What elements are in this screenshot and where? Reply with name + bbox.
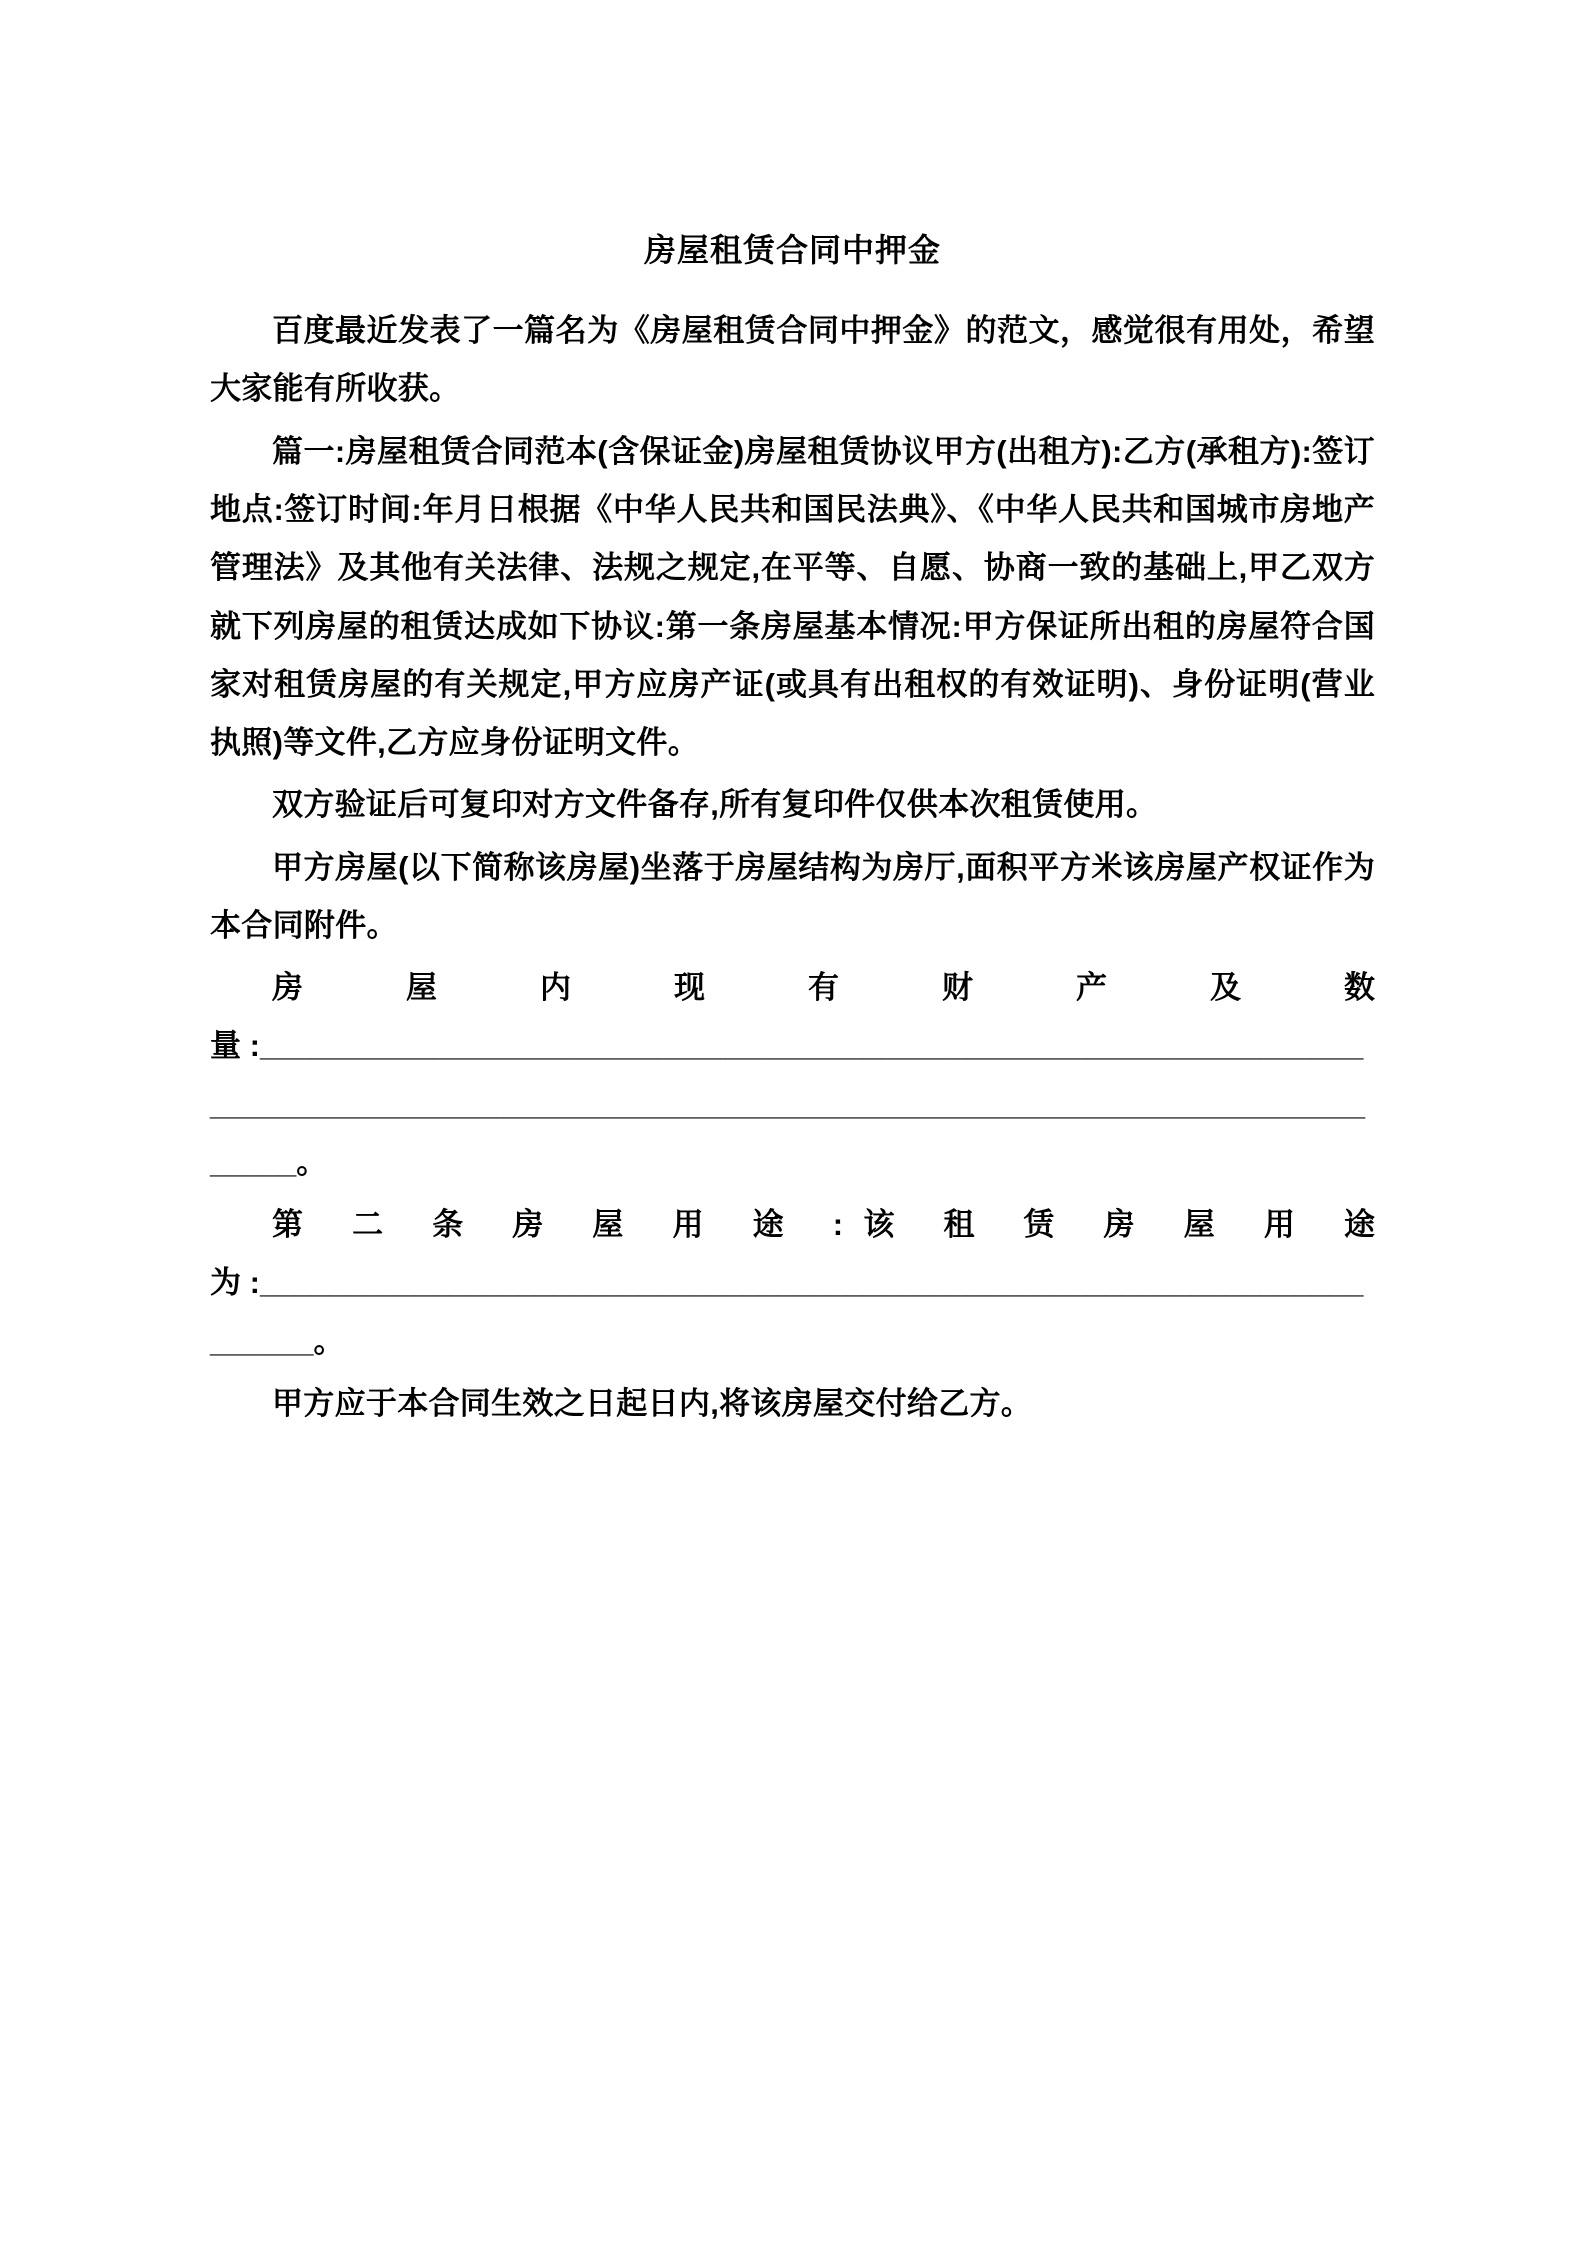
paragraph-intro: 百度最近发表了一篇名为《房屋租赁合同中押金》的范文，感觉很有用处，希望大家能有所收获。 [210, 313, 1375, 407]
blank-rule-2: ______________________________________________________________________ [210, 1265, 1364, 1359]
document-content [210, 225, 1375, 1437]
blank-section-lead-1: 房 屋 内 现 有 财 产 及 数 [272, 970, 1375, 1006]
blank-section-fill-1 [210, 1017, 1375, 1192]
blank-section-property-inventory [210, 959, 1375, 1192]
blank-section-lead-2: 第 二 条 房 屋 用 途 :该 租 赁 房 屋 用 途 [272, 1207, 1375, 1243]
blank-terminator-2: 。 [313, 1323, 345, 1359]
blank-label-1: 量 : [210, 1028, 260, 1064]
blank-rule-1: ________________________________________________________________________________________________________________________________________ [210, 1028, 1366, 1180]
blank-section-fill-2 [210, 1254, 1375, 1371]
blank-section-property-usage [210, 1196, 1375, 1371]
paragraph-contract-body: 篇一:房屋租赁合同范本(含保证金)房屋租赁协议甲方(出租方):乙方(承租方):签订地点:签订时间:年月日根据《中华人民共和国民法典》、《中华人民共和国城市房地产管理法》及其他有关法律、法规之规定,在平等、自愿、协商一致的基础上,甲乙双方就下列房屋的租赁达成如下协议:第一条房屋基本情况:甲方保证所出租的房屋符合国家对租赁房屋的有关规定,甲方应房产证(或具有出租权的有效证明)、身份证明(营业执照)等文件,乙方应身份证明文件。 [210, 433, 1375, 761]
blank-terminator-1: 。 [296, 1144, 328, 1180]
paragraph-property-location: 甲方房屋(以下简称该房屋)坐落于房屋结构为房厅,面积平方米该房屋产权证作为本合同附件。 [210, 849, 1375, 943]
paragraph-verification: 双方验证后可复印对方文件备存,所有复印件仅供本次租赁使用。 [272, 787, 1158, 823]
page-title: 房屋租赁合同中押金 [643, 232, 941, 268]
paragraph-handover: 甲方应于本合同生效之日起日内,将该房屋交付给乙方。 [272, 1385, 1033, 1421]
blank-label-2: 为 : [210, 1265, 260, 1301]
